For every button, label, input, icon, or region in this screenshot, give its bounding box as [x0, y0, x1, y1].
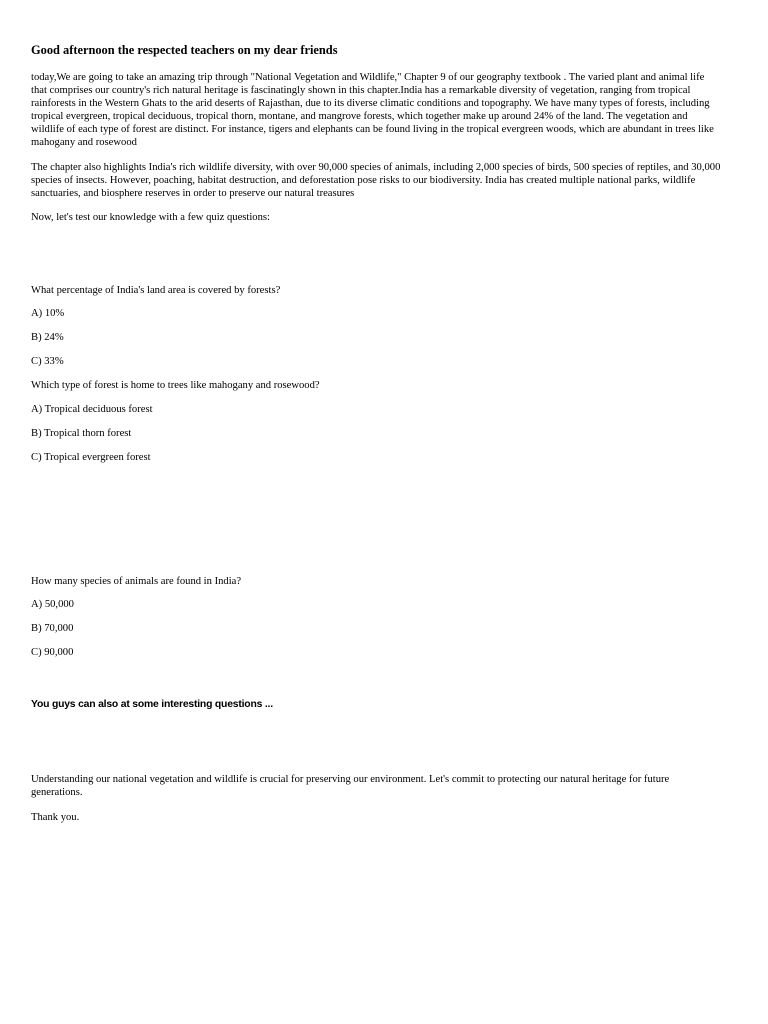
- quiz-option: B) 70,000: [31, 623, 74, 634]
- conclusion-paragraph: Understanding our national vegetation and wildlife is crucial for preserving our environment. Let's commit to protecting our natural heritage for future generations.: [31, 774, 670, 798]
- quiz-option: A) 50,000: [31, 599, 74, 610]
- quiz-option: B) 24%: [31, 332, 64, 343]
- quiz-intro: Now, let's test our knowledge with a few quiz questions:: [31, 212, 270, 223]
- quiz-option: C) 90,000: [31, 647, 74, 658]
- quiz-question-3: How many species of animals are found in India?: [31, 576, 242, 587]
- quiz-question-2: Which type of forest is home to trees like mahogany and rosewood?: [31, 380, 320, 391]
- quiz-question-1: What percentage of India's land area is covered by forests?: [31, 285, 281, 296]
- intro-paragraph: today,We are going to take an amazing trip through "National Vegetation and Wildlife," Chapter 9 of our geography textbook . The varied plant and animal life that comprises our country's rich natural heritage is fascinatingly shown in this chapter.India has a remarkable diversity of vegetation, ranging from tropical rainforests in the Western Ghats to the arid deserts of Rajasthan, due to its diverse climatic conditions and topography. We have many types of forests, including tropical evergreen, tropical deciduous, tropical thorn, montane, and mangrove forests, which together make up around 24% of the land. The vegetation and wildlife of each type of forest are distinct. For instance, tigers and elephants can be found living in the tropical evergreen woods, which are abundant in trees like mahogany and rosewood: [31, 72, 714, 148]
- wildlife-paragraph: The chapter also highlights India's rich wildlife diversity, with over 90,000 species of animals, including 2,000 species of birds, 500 species of reptiles, and 30,000 species of insects. However, poaching, habitat destruction, and deforestation pose risks to our biodiversity. India has created multiple national parks, wildlife sanctuaries, and biosphere reserves in order to preserve our natural treasures: [31, 162, 721, 199]
- quiz-option: B) Tropical thorn forest: [31, 428, 132, 439]
- quiz-option: A) Tropical deciduous forest: [31, 404, 153, 415]
- quiz-option: C) Tropical evergreen forest: [31, 452, 151, 463]
- interesting-questions-note: You guys can also at some interesting questions ...: [31, 699, 273, 710]
- thank-you: Thank you.: [31, 812, 80, 823]
- quiz-option: C) 33%: [31, 356, 64, 367]
- page-title: Good afternoon the respected teachers on my dear friends: [31, 43, 338, 57]
- quiz-option: A) 10%: [31, 308, 65, 319]
